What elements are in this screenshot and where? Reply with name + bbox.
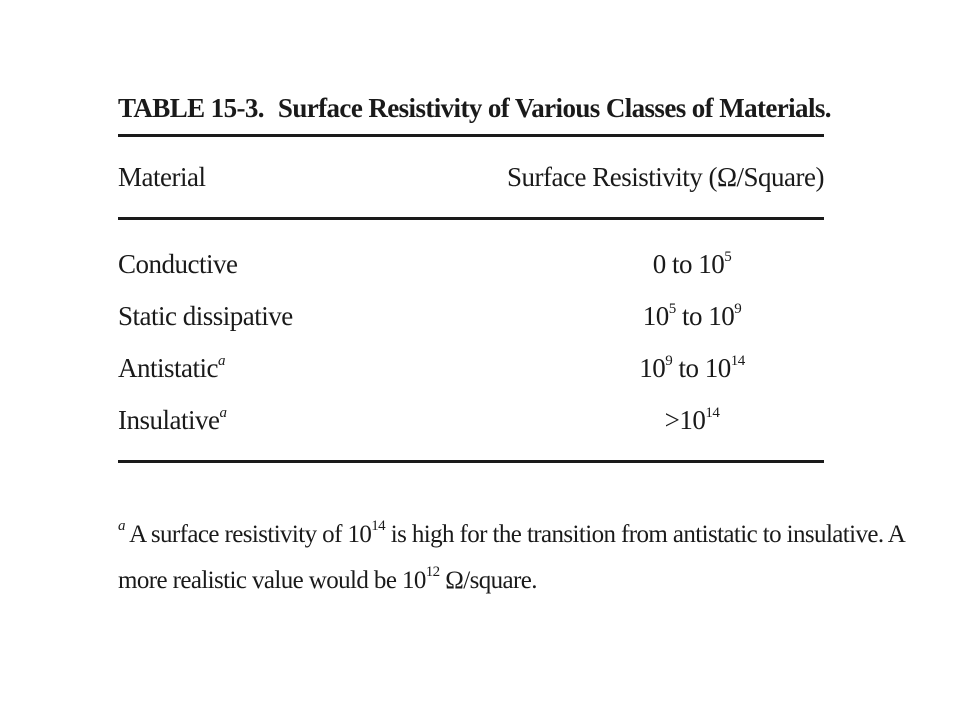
resistivity-cell: $10^5$ to $10^9$ [642,300,742,331]
resistivity-table [118,90,831,463]
table-row [118,238,824,290]
table-footnote [118,512,906,604]
column-header-resistivity: Surface Resistivity (Ω/Square) [507,161,824,192]
bottom-rule [118,460,824,463]
table-title: Surface Resistivity of Various Classes of Materials. [277,93,831,123]
table-caption [118,90,831,134]
material-cell: Static dissipative [118,300,293,331]
table-row [118,342,824,394]
material-cell: Conductive [118,248,238,279]
table-number: TABLE 15-3. [118,93,264,123]
material-cell: Antistatic$^a$ [118,352,225,383]
resistivity-cell: $>10^{14}$ [664,404,720,435]
material-cell: Insulative$^a$ [118,404,227,435]
footnote-line-1: $^a$ A surface resistivity of $10^{14}$ is high for the transition from antistatic to insulative. A [118,518,906,548]
resistivity-cell: $10^9$ to $10^{14}$ [639,352,745,383]
table-body [118,220,824,460]
table-header-row [118,137,824,217]
column-header-material: Material [118,161,206,192]
resistivity-cell: 0 to $10^5$ [652,248,732,279]
footnote-line-2: more realistic value would be $10^{12}$ Ω/square. [118,564,537,594]
table-row [118,290,824,342]
table-row [118,394,824,446]
